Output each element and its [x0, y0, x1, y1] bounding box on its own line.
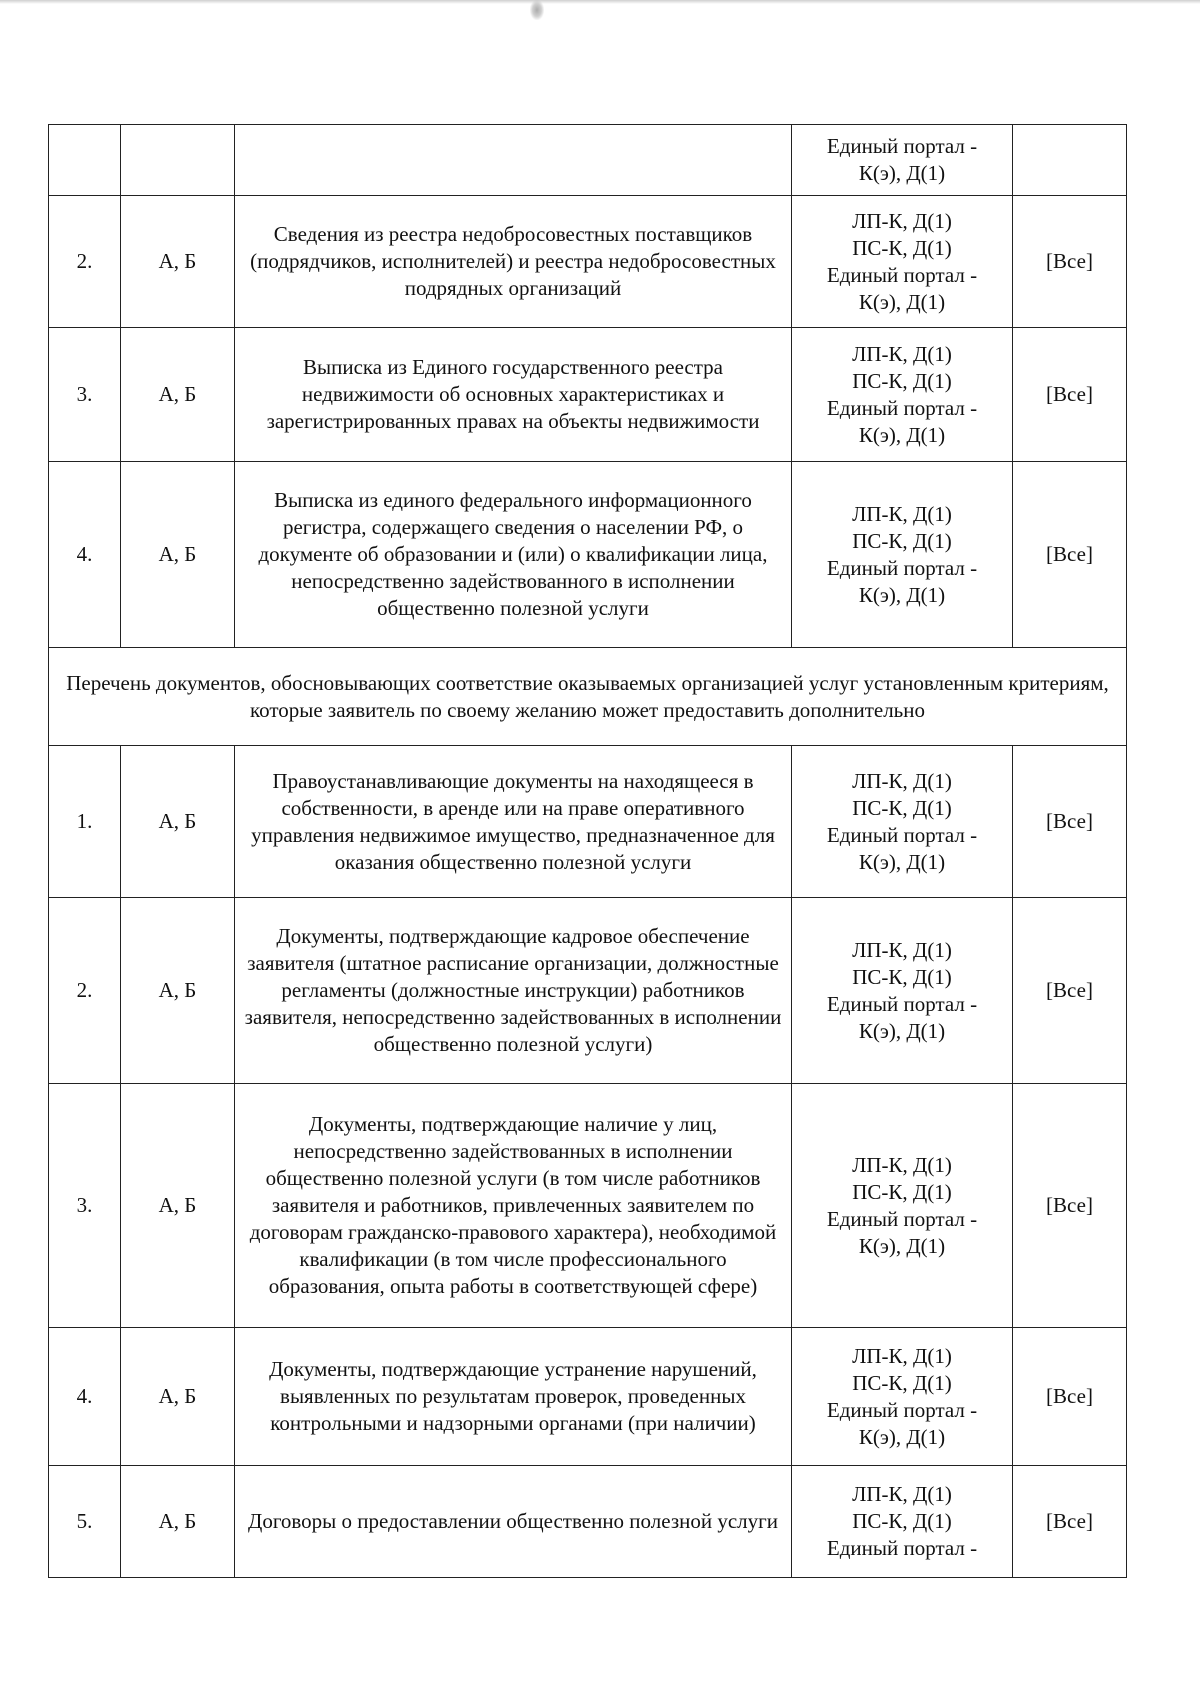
submission-method: Единый портал - [826, 822, 978, 847]
submission-method: Единый портал - [826, 991, 978, 1016]
submission-methods [792, 746, 1013, 898]
submission-method: ЛП-К, Д(1) [852, 1152, 952, 1177]
submission-method: ПС-К, Д(1) [852, 368, 952, 393]
table-row [49, 898, 1127, 1084]
applicability-tag: [Все] [1013, 898, 1127, 1084]
submission-method: Единый портал - [826, 1206, 978, 1231]
row-category: А, Б [121, 1466, 235, 1578]
submission-methods [792, 125, 1013, 196]
submission-method: ПС-К, Д(1) [852, 1179, 952, 1204]
submission-method: К(э), Д(1) [858, 161, 946, 185]
submission-method: К(э), Д(1) [858, 582, 946, 607]
submission-method: ПС-К, Д(1) [852, 235, 952, 260]
applicability-tag: [Все] [1013, 462, 1127, 648]
document-name: Правоустанавливающие документы на находящееся в собственности, в аренде или на праве оперативного управления недвижимое имущество, предназначенное для оказания общественно полезной услуги [235, 746, 792, 898]
submission-method: ПС-К, Д(1) [852, 1370, 952, 1395]
submission-methods [792, 898, 1013, 1084]
row-number: 4. [49, 462, 121, 648]
submission-methods [792, 196, 1013, 328]
row-category: А, Б [121, 1328, 235, 1466]
submission-method: К(э), Д(1) [858, 422, 946, 447]
submission-method: К(э), Д(1) [858, 1424, 946, 1449]
submission-method: ПС-К, Д(1) [852, 1509, 952, 1533]
table-row [49, 328, 1127, 462]
submission-method: К(э), Д(1) [858, 849, 946, 874]
section-heading: Перечень документов, обосновывающих соответствие оказываемых организацией услуг установленным критериям, которые заявитель по своему желанию может предоставить дополнительно [49, 648, 1127, 746]
table-row [49, 746, 1127, 898]
table-row [49, 125, 1127, 196]
applicability-tag: [Все] [1013, 1084, 1127, 1328]
section-heading-group [49, 648, 1127, 746]
table-row [49, 1466, 1127, 1578]
row-category: А, Б [121, 196, 235, 328]
table-body-part1 [49, 125, 1127, 648]
row-category [121, 125, 235, 196]
submission-method: ПС-К, Д(1) [852, 964, 952, 989]
document-name: Документы, подтверждающие кадровое обеспечение заявителя (штатное расписание организации, должностные регламенты (должностные инструкции) работников заявителя, непосредственно задействованных в исполнении общественно полезной услуги) [235, 898, 792, 1084]
submission-method: ЛП-К, Д(1) [852, 341, 952, 366]
submission-method: ПС-К, Д(1) [852, 528, 952, 553]
applicability-tag: [Все] [1013, 196, 1127, 328]
scan-edge [0, 0, 1200, 4]
row-category: А, Б [121, 898, 235, 1084]
submission-method: ЛП-К, Д(1) [852, 768, 952, 793]
submission-method: Единый портал - [826, 262, 978, 287]
submission-method: Единый портал - [826, 555, 978, 580]
applicability-tag: [Все] [1013, 1466, 1127, 1578]
submission-method: ЛП-К, Д(1) [852, 1482, 952, 1506]
row-number: 4. [49, 1328, 121, 1466]
row-category: А, Б [121, 1084, 235, 1328]
section-heading-row [49, 648, 1127, 746]
submission-method: ЛП-К, Д(1) [852, 501, 952, 526]
submission-methods [792, 328, 1013, 462]
document-name: Документы, подтверждающие наличие у лиц, непосредственно задействованных в исполнении общественно полезной услуги (в том числе работников заявителя и работников, привлеченных заявителем по договорам гражданско-правового характера), необходимой квалификации (в том числе профессионального образования, опыта работы в соответствующей сфере) [235, 1084, 792, 1328]
scan-smudge [530, 0, 544, 20]
submission-method: ПС-К, Д(1) [852, 795, 952, 820]
row-number [49, 125, 121, 196]
submission-method: ЛП-К, Д(1) [852, 1343, 952, 1368]
document-name: Документы, подтверждающие устранение нарушений, выявленных по результатам проверок, проведенных контрольными и надзорными органами (при наличии) [235, 1328, 792, 1466]
applicability-tag: [Все] [1013, 328, 1127, 462]
row-category: А, Б [121, 746, 235, 898]
submission-methods [792, 1084, 1013, 1328]
row-number: 2. [49, 898, 121, 1084]
applicability-tag: [Все] [1013, 746, 1127, 898]
document-name [235, 125, 792, 196]
table-row [49, 1328, 1127, 1466]
submission-method: ЛП-К, Д(1) [852, 937, 952, 962]
submission-methods [792, 1466, 1013, 1578]
row-number: 3. [49, 1084, 121, 1328]
submission-method: Единый портал - [826, 1397, 978, 1422]
submission-method: Единый портал - [826, 395, 978, 420]
document-name: Выписка из Единого государственного реестра недвижимости об основных характеристиках и зарегистрированных правах на объекты недвижимости [235, 328, 792, 462]
table-row [49, 196, 1127, 328]
document-name: Выписка из единого федерального информационного регистра, содержащего сведения о населении РФ, о документе об образовании и (или) о квалификации лица, непосредственно задействованного в исполнении общественно полезной услуги [235, 462, 792, 648]
row-category: А, Б [121, 462, 235, 648]
submission-method: К(э), Д(1) [858, 289, 946, 314]
submission-methods [792, 1328, 1013, 1466]
row-number: 5. [49, 1466, 121, 1578]
submission-methods [792, 462, 1013, 648]
submission-method: К(э), Д(1) [858, 1233, 946, 1258]
table-row [49, 462, 1127, 648]
row-number: 3. [49, 328, 121, 462]
table-row [49, 1084, 1127, 1328]
submission-method: Единый портал - [826, 134, 978, 158]
row-number: 1. [49, 746, 121, 898]
submission-method: К(э), Д(1) [858, 1018, 946, 1043]
row-category: А, Б [121, 328, 235, 462]
applicability-tag [1013, 125, 1127, 196]
table-body-part2 [49, 746, 1127, 1578]
documents-table [48, 124, 1127, 1578]
document-name: Договоры о предоставлении общественно полезной услуги [235, 1466, 792, 1578]
applicability-tag: [Все] [1013, 1328, 1127, 1466]
row-number: 2. [49, 196, 121, 328]
submission-method: Единый портал - [826, 1536, 978, 1560]
submission-method: ЛП-К, Д(1) [852, 208, 952, 233]
document-name: Сведения из реестра недобросовестных поставщиков (подрядчиков, исполнителей) и реестра недобросовестных подрядных организаций [235, 196, 792, 328]
